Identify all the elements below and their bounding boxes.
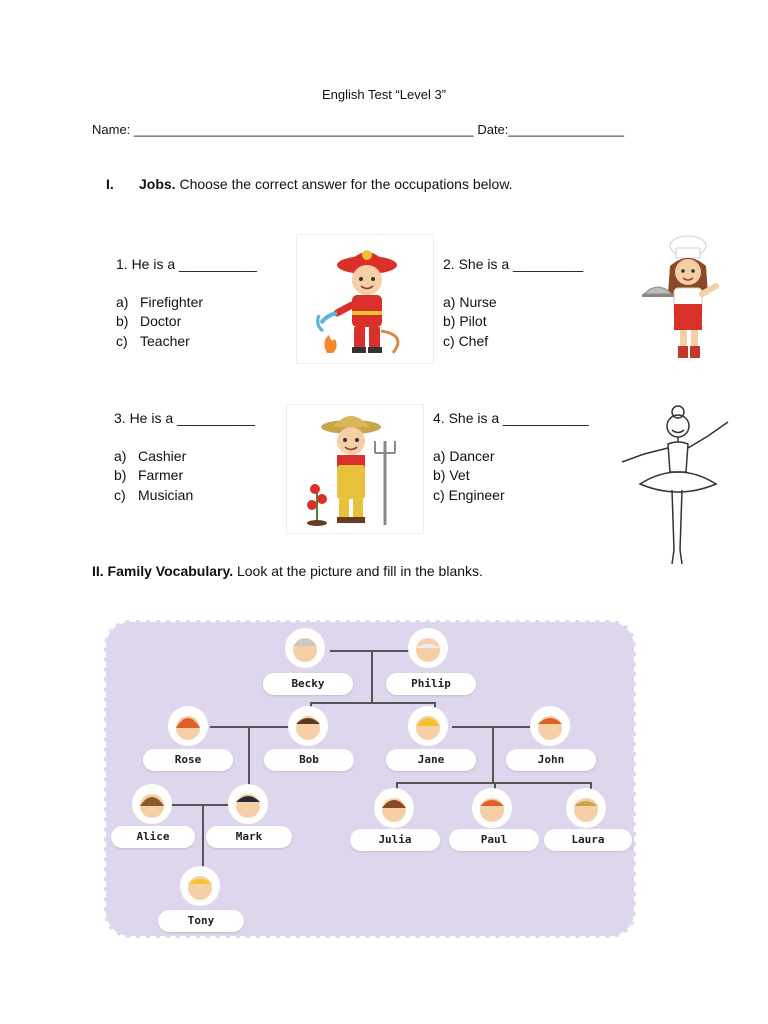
firefighter-icon [296,234,434,364]
question-1 [116,255,257,351]
avatar [408,706,448,746]
chef-icon [636,232,732,364]
option-b[interactable]: b) Pilot [443,313,487,329]
option-c[interactable]: c) Engineer [433,486,505,503]
avatar [472,788,512,828]
section-title: . Family Vocabulary. [99,563,234,579]
section-jobs-heading [106,176,513,192]
option-c[interactable]: c) Musician [114,486,194,503]
option-c[interactable]: c) Teacher [116,332,190,349]
section-instruction: Look at the picture and fill in the blanks. [233,563,483,579]
family-name-tony: Tony [158,910,244,932]
avatar [566,788,606,828]
avatar [530,706,570,746]
family-name-jane: Jane [386,749,476,771]
option-a[interactable]: a) Dancer [433,447,495,464]
name-date-line[interactable]: Name: _______________________________________________ Date:________________ [92,122,625,137]
option-a[interactable]: a) Cashier [114,447,187,464]
option-a[interactable]: a) Firefighter [116,293,204,310]
section-number: I. [106,176,114,192]
test-title: English Test “Level 3” [321,87,447,102]
family-name-rose: Rose [143,749,233,771]
option-b[interactable]: b) Vet [433,467,470,483]
family-name-laura: Laura [544,829,632,851]
family-name-alice: Alice [111,826,195,848]
ballerina-icon [616,404,734,568]
section-number: II [92,563,100,579]
option-a[interactable]: a) Nurse [443,293,497,310]
option-b[interactable]: b) Doctor [116,313,182,329]
family-name-mark: Mark [206,826,292,848]
grandmother-avatar [285,628,325,668]
section-family-heading [92,563,483,579]
family-name-julia: Julia [350,829,440,851]
avatar [288,706,328,746]
farmer-icon [286,404,424,534]
question-2 [443,255,583,351]
section-instruction: Choose the correct answer for the occupations below. [175,176,513,192]
option-c[interactable]: c) Chef [443,332,489,349]
question-stem: 1. He is a __________ [116,256,257,272]
family-name-bob: Bob [264,749,354,771]
family-name-becky: Becky [263,673,353,695]
question-3 [114,409,255,505]
question-stem: 4. She is a ___________ [433,410,589,426]
question-stem: 3. He is a __________ [114,410,255,426]
option-b[interactable]: b) Farmer [114,467,184,483]
avatar [132,784,172,824]
avatar [168,706,208,746]
question-4 [433,409,589,505]
question-stem: 2. She is a _________ [443,256,584,272]
avatar [180,866,220,906]
avatar [374,788,414,828]
section-title: Jobs. [139,176,176,192]
avatar [228,784,268,824]
family-name-john: John [506,749,596,771]
family-name-paul: Paul [449,829,539,851]
family-name-philip: Philip [386,673,476,695]
grandfather-avatar [408,628,448,668]
